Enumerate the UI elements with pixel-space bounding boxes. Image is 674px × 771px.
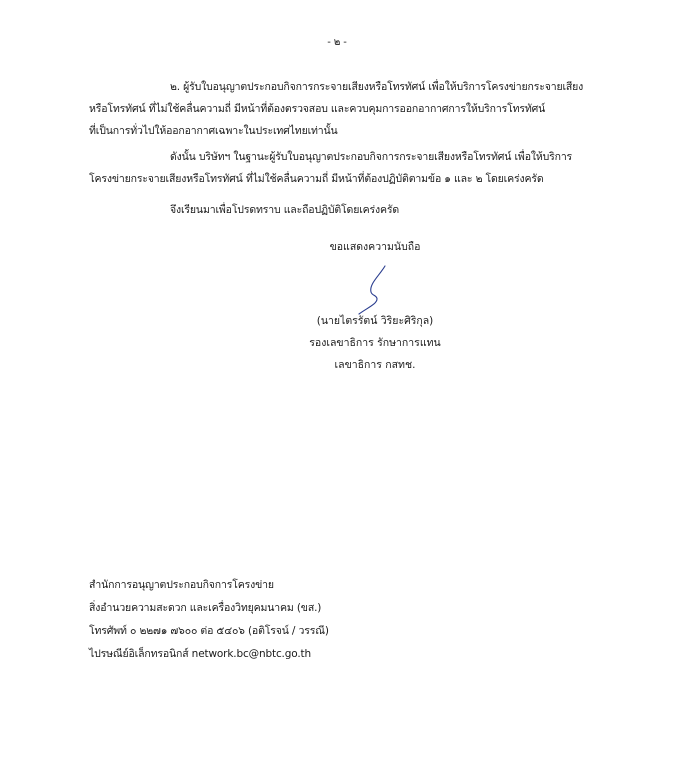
closing-regards: ขอแสดงความนับถือ xyxy=(329,241,421,253)
signatory-position-line-1: รองเลขาธิการ รักษาการแทน xyxy=(309,337,441,349)
paragraph-3-line-2: โครงข่ายกระจายเสียงหรือโทรทัศน์ ที่ไม่ใช้คลื่นความถี่ มีหน้าที่ต้องปฏิบัติตามข้อ ๑ และ ๒ โดยเคร่งครัด xyxy=(89,173,544,185)
signatory-position-line-2: เลขาธิการ กสทช. xyxy=(334,359,416,371)
footer-email: ไปรษณีย์อิเล็กทรอนิกส์ network.bc@nbtc.go.th xyxy=(89,648,312,660)
footer-department: สำนักการอนุญาตประกอบกิจการโครงข่าย xyxy=(89,579,274,591)
footer-office: สิ่งอำนวยความสะดวก และเครื่องวิทยุคมนาคม (ขส.) xyxy=(89,602,322,614)
paragraph-2-line-3: ที่เป็นการทั่วไปให้ออกอากาศเฉพาะในประเทศไทยเท่านั้น xyxy=(89,125,338,137)
paragraph-3-line-1: ดังนั้น บริษัทฯ ในฐานะผู้รับใบอนุญาตประกอบกิจการกระจายเสียงหรือโทรทัศน์ เพื่อให้บริการ xyxy=(170,151,573,163)
signatory-name: (นายไตรรัตน์ วิริยะศิริกุล) xyxy=(316,315,434,327)
paragraph-2-line-1: ๒. ผู้รับใบอนุญาตประกอบกิจการกระจายเสียงหรือโทรทัศน์ เพื่อให้บริการโครงข่ายกระจายเสียง xyxy=(170,81,584,93)
footer-phone: โทรศัพท์ ๐ ๒๒๗๑ ๗๖๐๐ ต่อ ๕๔๐๖ (อติโรจน์ / วรรณี) xyxy=(89,625,329,637)
closing-request: จึงเรียนมาเพื่อโปรดทราบ และถือปฏิบัติโดยเคร่งครัด xyxy=(170,204,400,216)
paragraph-2-line-2: หรือโทรทัศน์ ที่ไม่ใช้คลื่นความถี่ มีหน้าที่ต้องตรวจสอบ และควบคุมการออกอากาศการให้บริการโทรทัศน์ xyxy=(89,103,546,115)
signature-mark xyxy=(355,262,395,318)
page-number: - ๒ - xyxy=(327,37,347,48)
